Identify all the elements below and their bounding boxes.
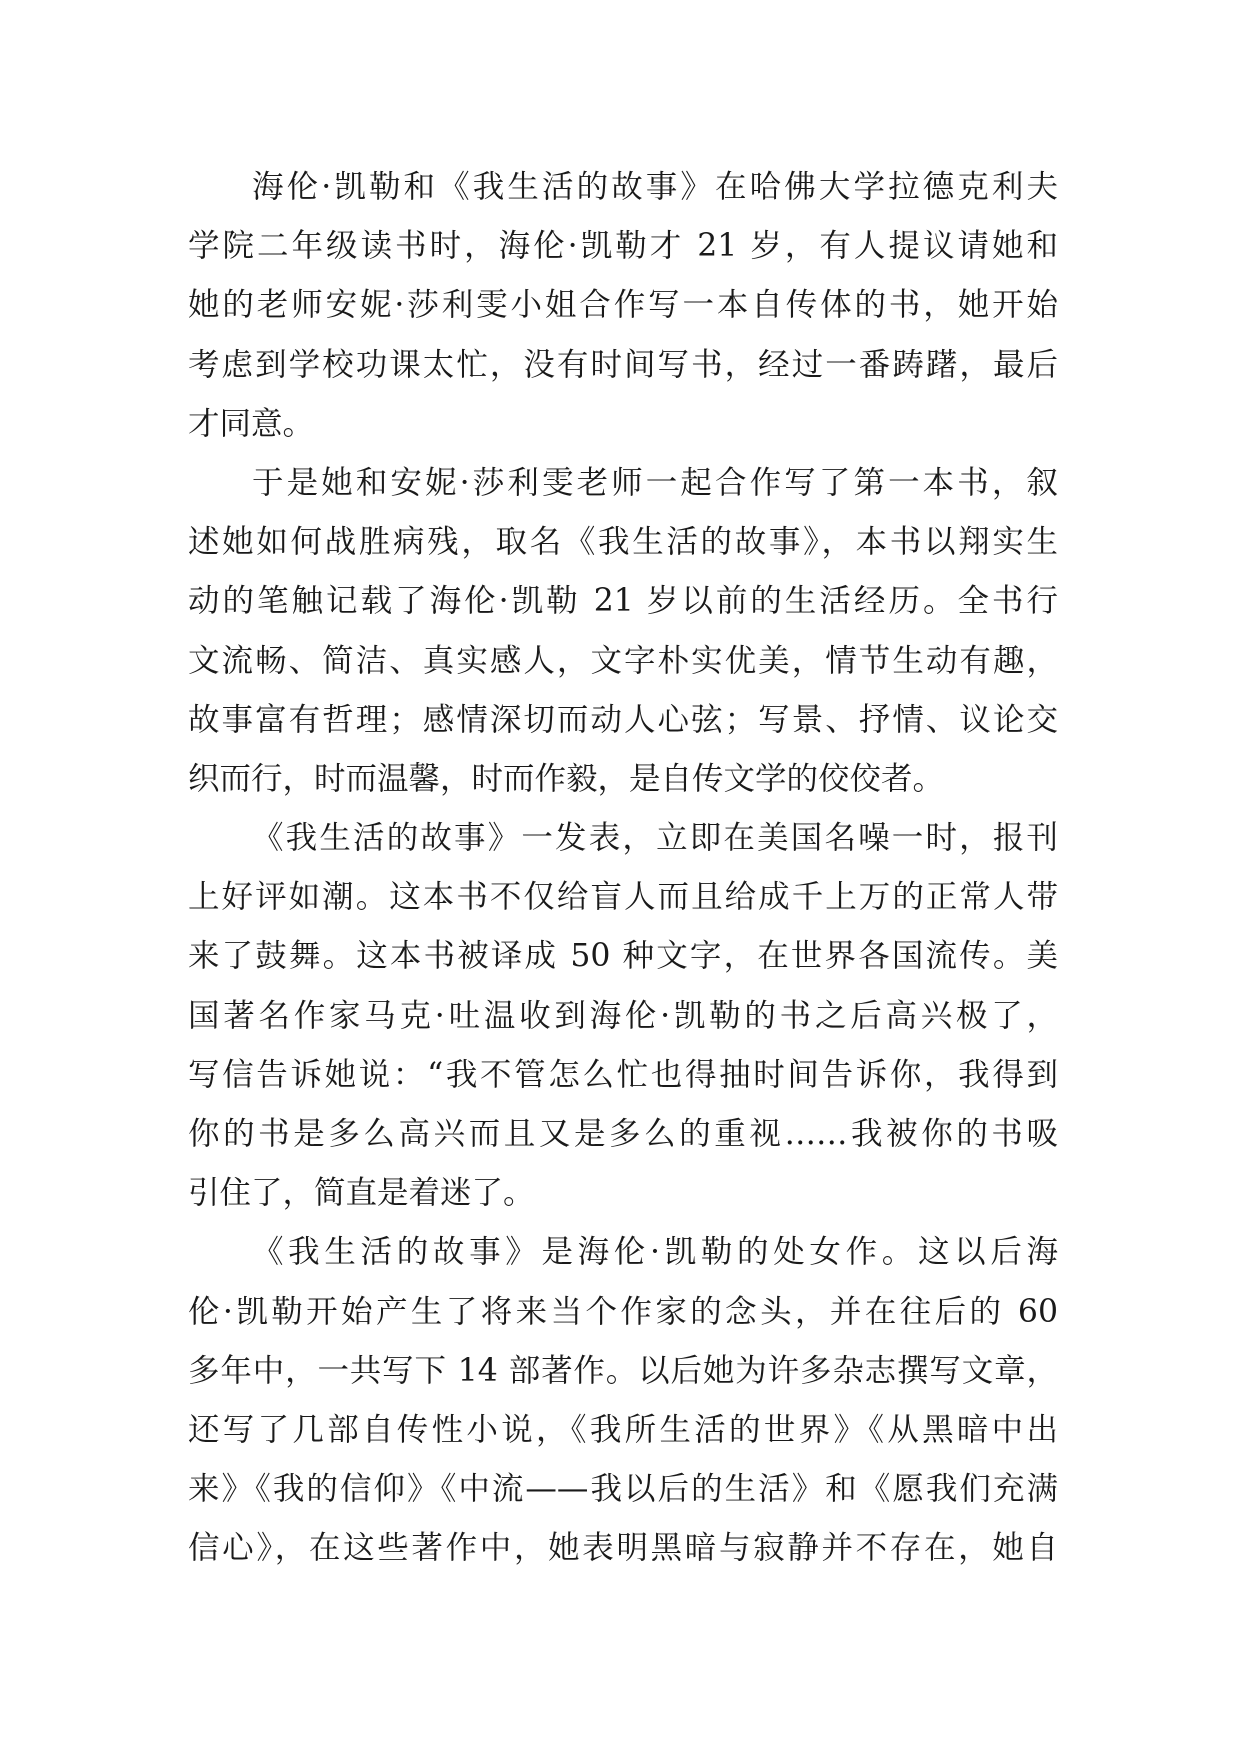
paragraph-1-line-4: 考虑到学校功课太忙，没有时间写书，经过一番踌躇，最后 [188, 346, 1058, 383]
document-body [188, 158, 1058, 1579]
paragraph-4-line-3: 多年中，一共写下 14 部著作。以后她为许多杂志撰写文章， [188, 1352, 1058, 1389]
paragraph-3-line-2: 上好评如潮。这本书不仅给盲人而且给成千上万的正常人带 [188, 879, 1058, 916]
paragraph-2-line-5: 故事富有哲理；感情深切而动人心弦；写景、抒情、议论交 [188, 701, 1058, 738]
paragraph-4-line-4: 还写了几部自传性小说，《我所生活的世界》《从黑暗中出 [188, 1411, 1058, 1448]
paragraph-4-line-1: 《我生活的故事》是海伦·凯勒的处女作。这以后海 [252, 1234, 1058, 1271]
paragraph-3-line-5: 写信告诉她说：“我不管怎么忙也得抽时间告诉你，我得到 [188, 1056, 1058, 1093]
paragraph-4-line-6: 信心》，在这些著作中，她表明黑暗与寂静并不存在，她自 [188, 1530, 1058, 1567]
paragraph-1-line-1: 海伦·凯勒和《我生活的故事》在哈佛大学拉德克利夫 [252, 169, 1058, 205]
paragraph-3-line-4: 国著名作家马克·吐温收到海伦·凯勒的书之后高兴极了， [188, 997, 1058, 1034]
paragraph-2-line-3: 动的笔触记载了海伦·凯勒 21 岁以前的生活经历。全书行 [188, 583, 1058, 620]
paragraph-1-line-5: 才同意。 [188, 405, 315, 442]
paragraph-3-line-7: 引住了，简直是着迷了。 [188, 1175, 535, 1212]
paragraph-2-line-1: 于是她和安妮·莎利雯老师一起合作写了第一本书，叙 [252, 464, 1058, 501]
paragraph-3-line-1: 《我生活的故事》一发表，立即在美国名噪一时，报刊 [252, 820, 1058, 857]
paragraph-2-line-4: 文流畅、简洁、真实感人，文字朴实优美，情节生动有趣， [188, 642, 1058, 679]
paragraph-1-line-3: 她的老师安妮·莎利雯小姐合作写一本自传体的书，她开始 [188, 287, 1058, 324]
paragraph-3-line-3: 来了鼓舞。这本书被译成 50 种文字，在世界各国流传。美 [188, 938, 1058, 975]
paragraph-4-line-5: 来》《我的信仰》《中流——我以后的生活》和《愿我们充满 [188, 1471, 1058, 1508]
paragraph-1-line-2: 学院二年级读书时，海伦·凯勒才 21 岁，有人提议请她和 [188, 228, 1058, 265]
paragraph-2-line-2: 述她如何战胜病残，取名《我生活的故事》，本书以翔实生 [188, 524, 1058, 561]
paragraph-2-line-6: 织而行，时而温馨，时而作毅，是自传文学的佼佼者。 [188, 760, 945, 797]
paragraph-3-line-6: 你的书是多么高兴而且又是多么的重视……我被你的书吸 [188, 1116, 1058, 1152]
paragraph-4-line-2: 伦·凯勒开始产生了将来当个作家的念头，并在往后的 60 [188, 1293, 1058, 1330]
